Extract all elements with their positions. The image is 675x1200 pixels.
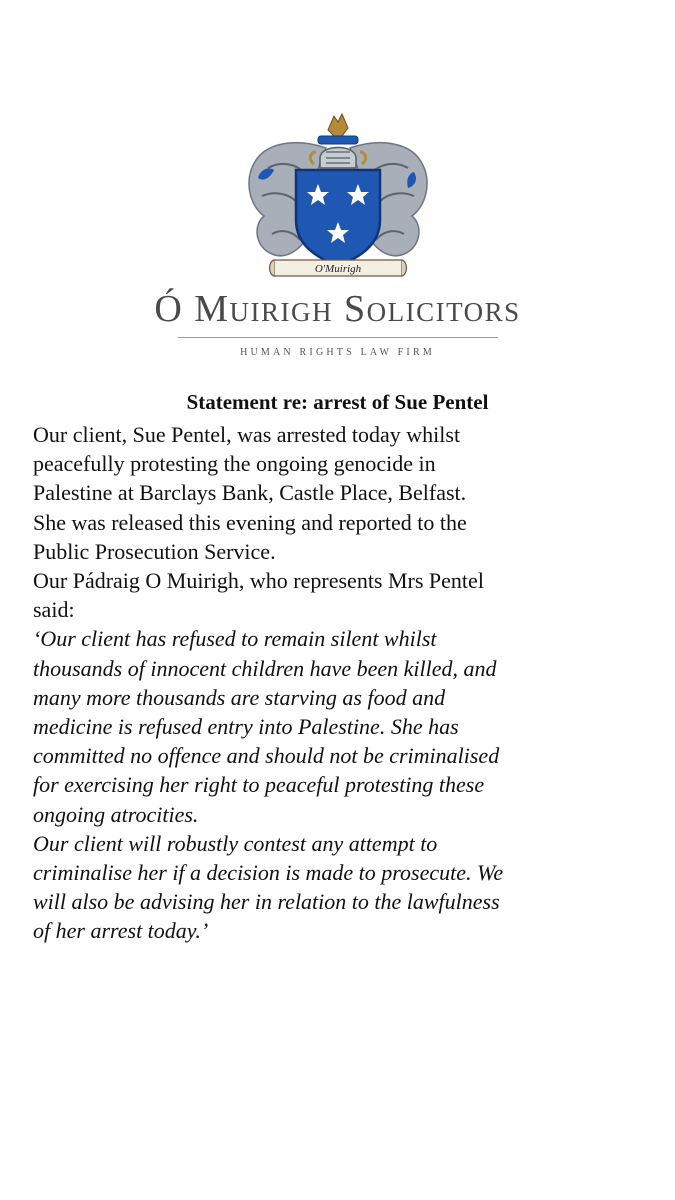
quote-line: for exercising her right to peaceful protesting these [33, 772, 485, 798]
body-line: Public Prosecution Service. [33, 538, 276, 564]
quote-line: of her arrest today.’ [33, 918, 209, 944]
family-crest-logo [238, 108, 438, 286]
scroll-text: O'Muirigh [314, 263, 362, 275]
quote-line: Our client will robustly contest any attempt to [33, 830, 438, 856]
divider [178, 337, 498, 338]
body-line: said: [33, 597, 75, 623]
quote-line: ongoing atrocities. [33, 801, 199, 827]
statement-heading: Statement re: arrest of Sue Pentel [186, 390, 489, 414]
quote-line: medicine is refused entry into Palestine. She has [33, 714, 459, 740]
crest-beast [328, 114, 348, 136]
quote-line: criminalise her if a decision is made to prosecute. We [33, 860, 504, 886]
quote-line: many more thousands are starving as food and [33, 684, 446, 710]
body-line: Palestine at Barclays Bank, Castle Place, Belfast. [33, 480, 467, 506]
shield [296, 170, 380, 266]
firm-tagline: HUMAN RIGHTS LAW FIRM [240, 347, 435, 358]
body-line: Our client, Sue Pentel, was arrested today whilst [33, 422, 461, 447]
body-line: She was released this evening and reported to the [33, 509, 467, 535]
quote-line: ‘Our client has refused to remain silent whilst [33, 626, 437, 652]
body-line: Our Pádraig O Muirigh, who represents Mrs Pentel [33, 568, 484, 594]
statement-body [33, 420, 663, 946]
body-line: peacefully protesting the ongoing genocide in [33, 451, 436, 477]
quote-line: committed no offence and should not be criminalised [33, 743, 500, 769]
quote-line: thousands of innocent children have been killed, and [33, 655, 497, 681]
quote-line: will also be advising her in relation to the lawfulness [33, 889, 500, 915]
firm-name: Ó Muirigh Solicitors [154, 288, 521, 330]
